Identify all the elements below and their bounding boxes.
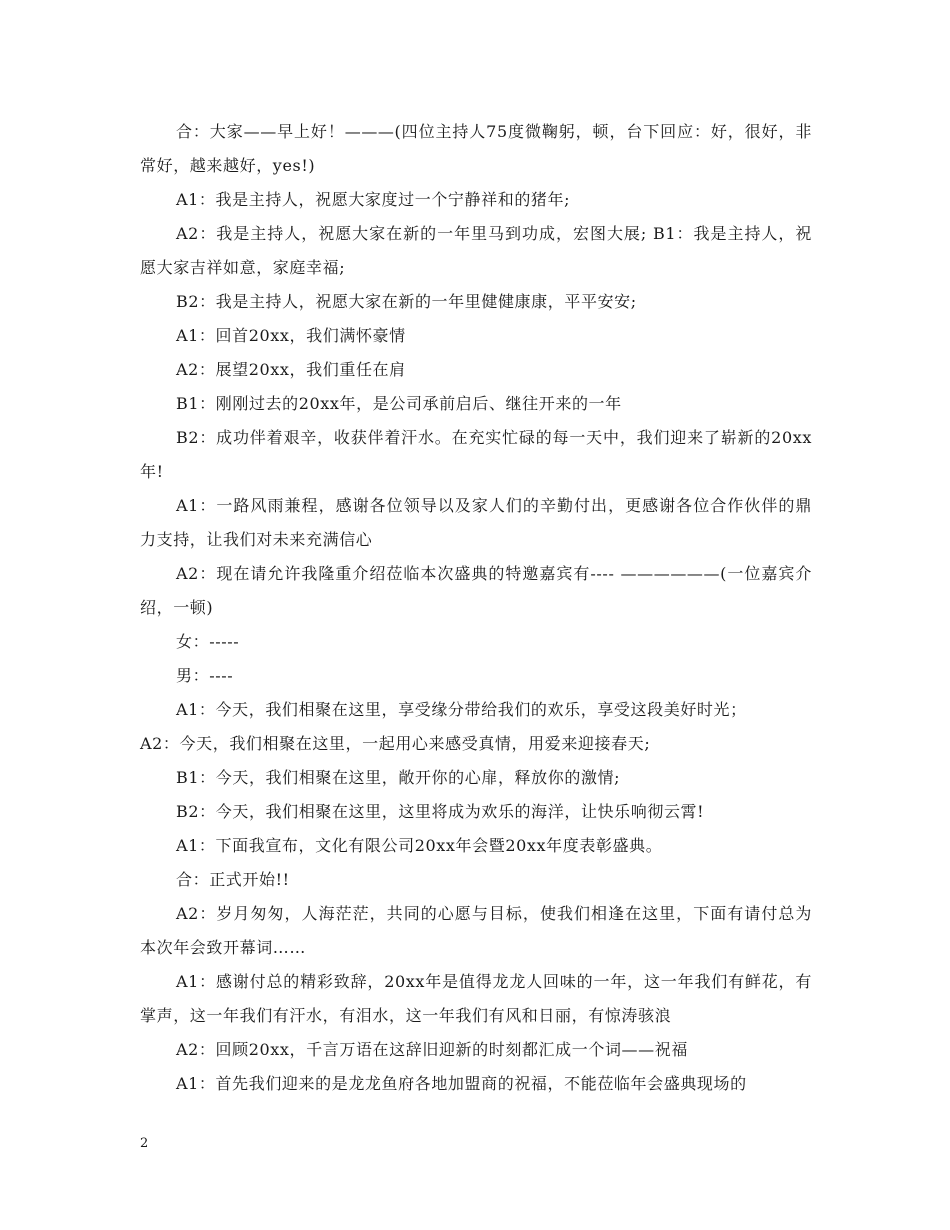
- paragraph: A1：一路风雨兼程，感谢各位领导以及家人们的辛勤付出，更感谢各位合作伙伴的鼎力支持，让我们对未来充满信心: [140, 496, 812, 549]
- paragraph: B1：刚刚过去的20xx年，是公司承前启后、继往开来的一年: [176, 394, 622, 413]
- paragraph: A2：现在请允许我隆重介绍莅临本次盛典的特邀嘉宾有---- ——————(一位嘉宾介绍，一顿): [140, 564, 812, 617]
- paragraph: A2：今天，我们相聚在这里，一起用心来感受真情，用爱来迎接春天;: [140, 734, 651, 753]
- paragraph: B2：成功伴着艰辛，收获伴着汗水。在充实忙碌的每一天中，我们迎来了崭新的20xx年!: [140, 428, 812, 481]
- paragraph: B2：今天，我们相聚在这里，这里将成为欢乐的海洋，让快乐响彻云霄!: [176, 802, 705, 821]
- paragraph: B1：今天，我们相聚在这里，敞开你的心扉，释放你的激情;: [176, 768, 621, 787]
- body-text: [140, 115, 812, 1101]
- paragraph: 女：-----: [176, 632, 240, 651]
- paragraph: A1：我是主持人，祝愿大家度过一个宁静祥和的猪年;: [176, 190, 571, 209]
- paragraph: 男：----: [176, 666, 234, 685]
- paragraph: A2：回顾20xx，千言万语在这辞旧迎新的时刻都汇成一个词——祝福: [176, 1040, 688, 1059]
- paragraph: A1：今天，我们相聚在这里，享受缘分带给我们的欢乐，享受这段美好时光；: [176, 700, 747, 719]
- paragraph: 合：正式开始!!: [176, 870, 290, 889]
- paragraph: B2：我是主持人，祝愿大家在新的一年里健健康康，平平安安;: [176, 292, 637, 311]
- paragraph: 合：大家——早上好！———(四位主持人75度微鞠躬，顿，台下回应：好，很好，非常好，越来越好，yes!): [140, 122, 812, 175]
- paragraph: A1：下面我宣布，文化有限公司20xx年会暨20xx年度表彰盛典。: [176, 836, 663, 855]
- paragraph: A2：岁月匆匆，人海茫茫，共同的心愿与目标，使我们相逢在这里，下面有请付总为本次年会致开幕词……: [140, 904, 812, 957]
- paragraph: A2：我是主持人，祝愿大家在新的一年里马到功成，宏图大展; B1：我是主持人，祝愿大家吉祥如意，家庭幸福;: [140, 224, 812, 277]
- paragraph: A2：展望20xx，我们重任在肩: [176, 360, 406, 379]
- paragraph: A1：回首20xx，我们满怀豪情: [176, 326, 406, 345]
- paragraph: A1：首先我们迎来的是龙龙鱼府各地加盟商的祝福，不能莅临年会盛典现场的: [176, 1074, 747, 1093]
- page-number: 2: [140, 1136, 149, 1151]
- paragraph: A1：感谢付总的精彩致辞，20xx年是值得龙龙人回味的一年，这一年我们有鲜花，有掌声，这一年我们有汗水，有泪水，这一年我们有风和日丽，有惊涛骇浪: [140, 972, 812, 1025]
